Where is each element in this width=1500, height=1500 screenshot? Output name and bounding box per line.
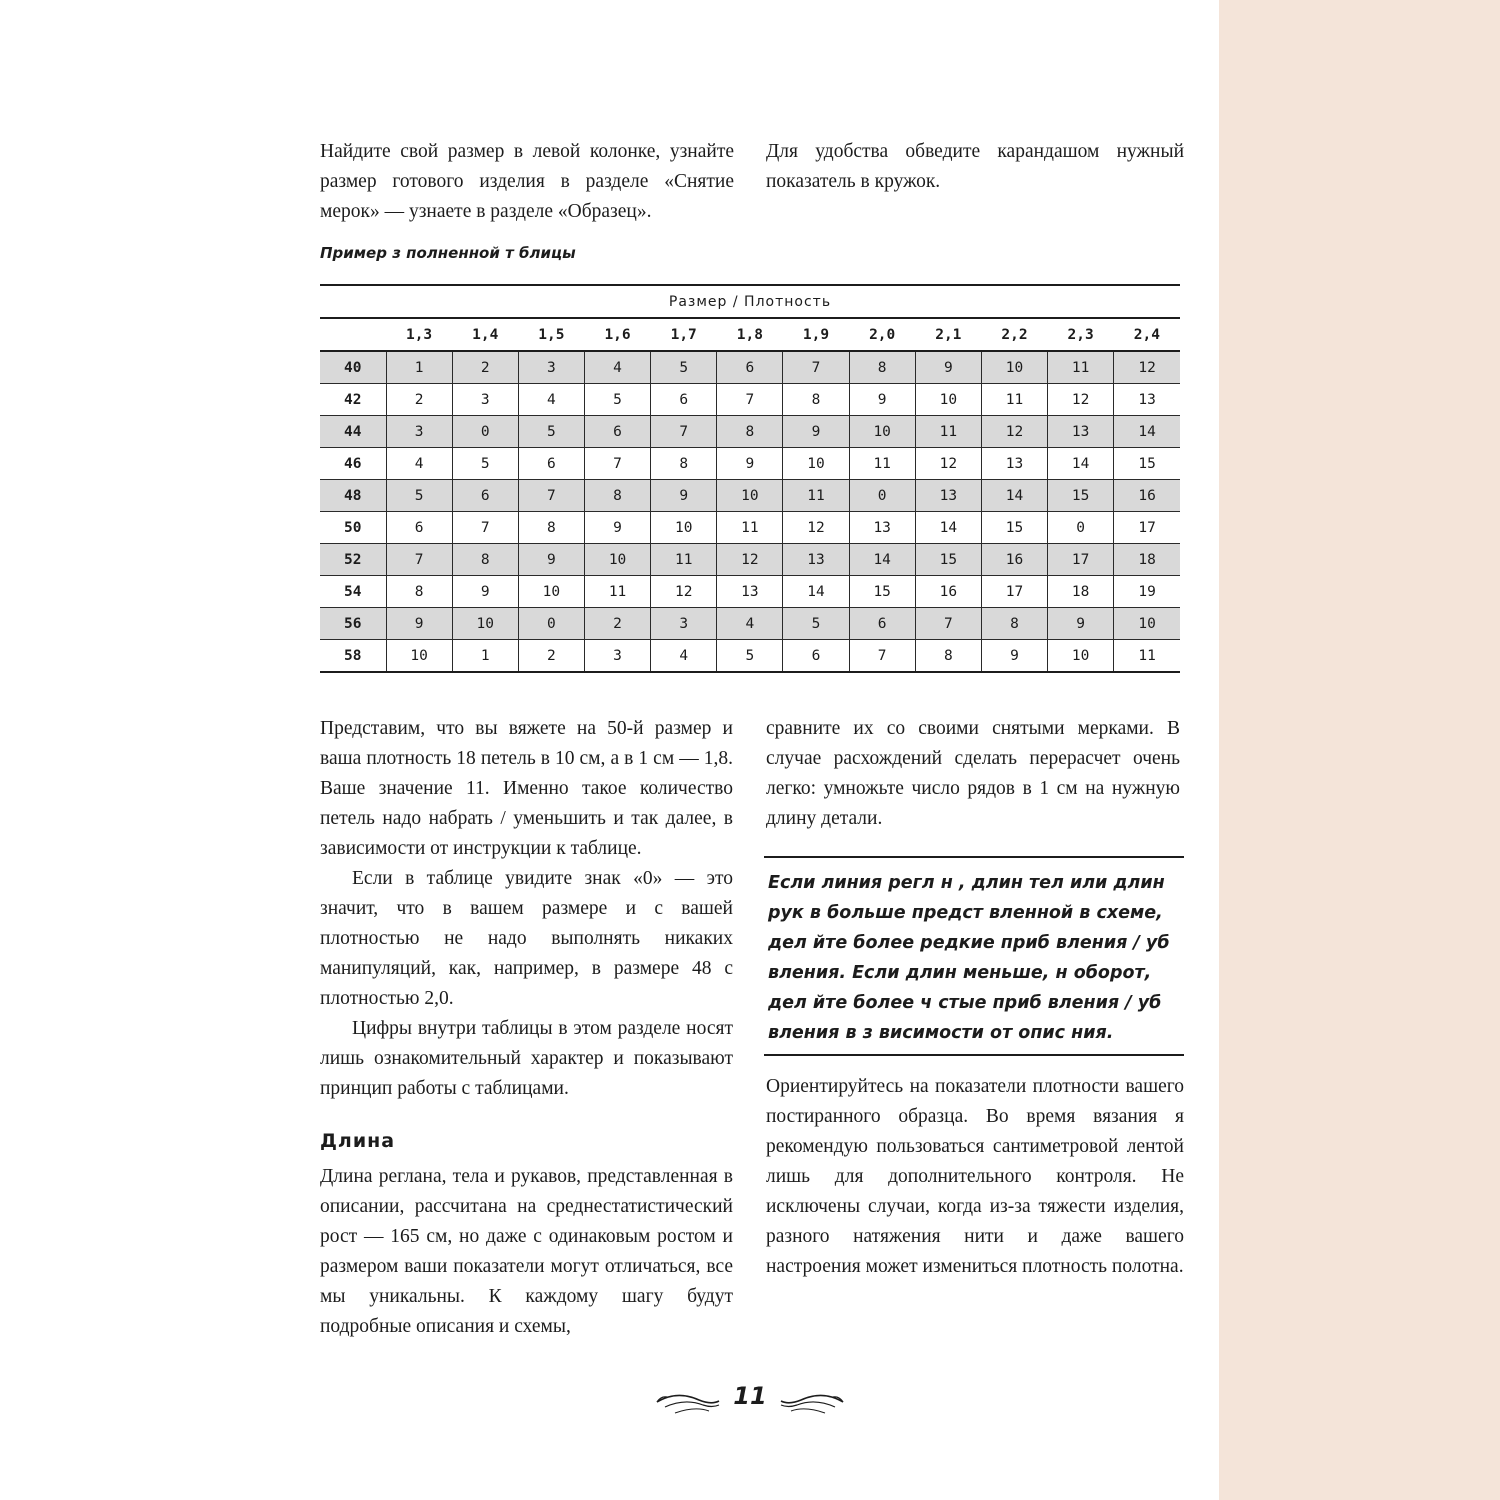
table-cell: 6 bbox=[518, 448, 584, 480]
row-size-label: 44 bbox=[320, 416, 386, 448]
table-cell: 11 bbox=[981, 384, 1047, 416]
table-cell: 11 bbox=[849, 448, 915, 480]
table-cell: 14 bbox=[981, 480, 1047, 512]
table-cell: 0 bbox=[849, 480, 915, 512]
table-cell: 10 bbox=[1048, 640, 1114, 673]
table-cell: 11 bbox=[1048, 351, 1114, 384]
table-cell: 16 bbox=[1114, 480, 1180, 512]
table-cell: 12 bbox=[981, 416, 1047, 448]
table-cell: 10 bbox=[981, 351, 1047, 384]
table-cell: 9 bbox=[651, 480, 717, 512]
right-paragraph-2: Ориентируйтесь на показатели плотности вашего постиранного образца. Во время вязания я рекомендую пользоваться сантиметровой лентой лишь для дополнительного контроля. Не исключены случаи, когда из-за тяжести изделия, разного натяжения нити и даже вашего настроения может измениться плотность полотна. bbox=[766, 1076, 1184, 1277]
table-cell: 15 bbox=[915, 544, 981, 576]
table-cell: 14 bbox=[915, 512, 981, 544]
page-edge-band bbox=[1219, 0, 1500, 1500]
table-cell: 13 bbox=[717, 576, 783, 608]
table-cell: 11 bbox=[717, 512, 783, 544]
table-cell: 5 bbox=[386, 480, 452, 512]
column-header: 1,9 bbox=[783, 318, 849, 351]
table-cell: 11 bbox=[915, 416, 981, 448]
table-cell: 6 bbox=[584, 416, 650, 448]
row-size-label: 54 bbox=[320, 576, 386, 608]
table-cell: 9 bbox=[452, 576, 518, 608]
table-cell: 3 bbox=[386, 416, 452, 448]
table-cell: 10 bbox=[651, 512, 717, 544]
table-cell: 13 bbox=[1048, 416, 1114, 448]
table-cell: 15 bbox=[1114, 448, 1180, 480]
table-cell: 8 bbox=[981, 608, 1047, 640]
table-caption: Пример з полненной т блицы bbox=[320, 244, 576, 262]
table-cell: 11 bbox=[651, 544, 717, 576]
table-cell: 11 bbox=[783, 480, 849, 512]
column-header: 2,2 bbox=[981, 318, 1047, 351]
table-cell: 5 bbox=[452, 448, 518, 480]
table-cell: 12 bbox=[717, 544, 783, 576]
table-cell: 6 bbox=[452, 480, 518, 512]
right-flourish-icon bbox=[779, 1388, 845, 1418]
table-cell: 16 bbox=[915, 576, 981, 608]
table-cell: 7 bbox=[518, 480, 584, 512]
table-cell: 10 bbox=[849, 416, 915, 448]
row-size-label: 46 bbox=[320, 448, 386, 480]
table-cell: 7 bbox=[915, 608, 981, 640]
table-header-row bbox=[320, 318, 1180, 351]
section-heading-length: Длина bbox=[320, 1130, 396, 1152]
table-cell: 2 bbox=[386, 384, 452, 416]
table-cell: 9 bbox=[717, 448, 783, 480]
table-cell: 10 bbox=[915, 384, 981, 416]
table-cell: 13 bbox=[783, 544, 849, 576]
table-cell: 19 bbox=[1114, 576, 1180, 608]
table-cell: 4 bbox=[584, 351, 650, 384]
table-cell: 8 bbox=[386, 576, 452, 608]
table-cell: 10 bbox=[452, 608, 518, 640]
table-cell: 5 bbox=[783, 608, 849, 640]
column-header: 2,0 bbox=[849, 318, 915, 351]
left-paragraph-2: Если в таблице увидите знак «0» — это значит, что в вашем размере и с вашей плотностью не надо выполнять никаких манипуляций, как, например, в размере 48 с плотностью 2,0. bbox=[320, 868, 733, 1009]
table-cell: 8 bbox=[584, 480, 650, 512]
table-cell: 8 bbox=[849, 351, 915, 384]
table-cell: 14 bbox=[1114, 416, 1180, 448]
table-cell: 4 bbox=[651, 640, 717, 673]
table-cell: 2 bbox=[452, 351, 518, 384]
table-cell: 5 bbox=[717, 640, 783, 673]
table-cell: 18 bbox=[1114, 544, 1180, 576]
table-cell: 4 bbox=[386, 448, 452, 480]
table-cell: 9 bbox=[518, 544, 584, 576]
table-cell: 11 bbox=[1114, 640, 1180, 673]
table-cell: 3 bbox=[518, 351, 584, 384]
table-cell: 14 bbox=[783, 576, 849, 608]
table-cell: 12 bbox=[783, 512, 849, 544]
page-number: 11 bbox=[733, 1382, 767, 1410]
table-row bbox=[320, 448, 1180, 480]
table-cell: 6 bbox=[386, 512, 452, 544]
table-cell: 9 bbox=[915, 351, 981, 384]
column-header: 2,1 bbox=[915, 318, 981, 351]
table-cell: 9 bbox=[981, 640, 1047, 673]
table-row bbox=[320, 640, 1180, 673]
table-cell: 9 bbox=[783, 416, 849, 448]
column-header: 1,3 bbox=[386, 318, 452, 351]
table-cell: 12 bbox=[1114, 351, 1180, 384]
table-cell: 10 bbox=[518, 576, 584, 608]
row-size-label: 58 bbox=[320, 640, 386, 673]
table-cell: 12 bbox=[915, 448, 981, 480]
table-cell: 8 bbox=[915, 640, 981, 673]
row-size-label: 56 bbox=[320, 608, 386, 640]
tip-box bbox=[764, 856, 1184, 1056]
table-row bbox=[320, 384, 1180, 416]
table-cell: 5 bbox=[651, 351, 717, 384]
intro-left-paragraph: Найдите свой размер в левой колонке, узнайте размер готового изделия в разделе «Снятие мерок» — узнаете в разделе «Образец». bbox=[320, 141, 734, 222]
left-paragraph-3: Цифры внутри таблицы в этом разделе носят лишь ознакомительный характер и показывают принцип работы с таблицами. bbox=[320, 1018, 733, 1099]
left-paragraph-1: Представим, что вы вяжете на 50-й размер и ваша плотность 18 петель в 10 см, а в 1 см — 1,8. Ваше значение 11. Именно такое количество петель надо набрать / уменьшить и так далее, в зависимости от инструкции к таблице. bbox=[320, 718, 733, 859]
table-cell: 6 bbox=[849, 608, 915, 640]
column-header: 1,8 bbox=[717, 318, 783, 351]
column-header: 2,3 bbox=[1048, 318, 1114, 351]
table-cell: 10 bbox=[584, 544, 650, 576]
table-cell: 2 bbox=[518, 640, 584, 673]
table-cell: 4 bbox=[518, 384, 584, 416]
row-size-label: 50 bbox=[320, 512, 386, 544]
table-cell: 10 bbox=[1114, 608, 1180, 640]
table-cell: 7 bbox=[849, 640, 915, 673]
table-cell: 7 bbox=[717, 384, 783, 416]
table-cell: 0 bbox=[518, 608, 584, 640]
left-flourish-icon bbox=[655, 1388, 721, 1418]
table-cell: 13 bbox=[981, 448, 1047, 480]
table-cell: 8 bbox=[518, 512, 584, 544]
table-cell: 13 bbox=[1114, 384, 1180, 416]
table-cell: 6 bbox=[717, 351, 783, 384]
row-size-label: 42 bbox=[320, 384, 386, 416]
table-cell: 17 bbox=[1114, 512, 1180, 544]
table-cell: 12 bbox=[1048, 384, 1114, 416]
table-cell: 1 bbox=[452, 640, 518, 673]
table-cell: 3 bbox=[584, 640, 650, 673]
table-cell: 3 bbox=[452, 384, 518, 416]
table-cell: 5 bbox=[584, 384, 650, 416]
row-size-label: 52 bbox=[320, 544, 386, 576]
table-cell: 3 bbox=[651, 608, 717, 640]
column-header: 1,4 bbox=[452, 318, 518, 351]
table-cell: 12 bbox=[651, 576, 717, 608]
table-cell: 7 bbox=[584, 448, 650, 480]
table-row bbox=[320, 416, 1180, 448]
table-row bbox=[320, 576, 1180, 608]
table-cell: 9 bbox=[1048, 608, 1114, 640]
table-cell: 17 bbox=[981, 576, 1047, 608]
table-cell: 8 bbox=[651, 448, 717, 480]
table-cell: 6 bbox=[783, 640, 849, 673]
table-cell: 8 bbox=[452, 544, 518, 576]
table-row bbox=[320, 512, 1180, 544]
table-cell: 14 bbox=[849, 544, 915, 576]
column-header: 1,5 bbox=[518, 318, 584, 351]
table-row bbox=[320, 351, 1180, 384]
table-cell: 15 bbox=[981, 512, 1047, 544]
row-size-label: 48 bbox=[320, 480, 386, 512]
book-page bbox=[320, 0, 1186, 1500]
table-cell: 7 bbox=[651, 416, 717, 448]
table-title: Размер / Плотность bbox=[320, 285, 1180, 318]
table-cell: 8 bbox=[783, 384, 849, 416]
column-header bbox=[320, 318, 386, 351]
table-cell: 9 bbox=[849, 384, 915, 416]
table-cell: 10 bbox=[783, 448, 849, 480]
table-cell: 13 bbox=[849, 512, 915, 544]
table-cell: 9 bbox=[584, 512, 650, 544]
table-body bbox=[320, 351, 1180, 672]
column-header: 2,4 bbox=[1114, 318, 1180, 351]
table-cell: 15 bbox=[849, 576, 915, 608]
table-cell: 0 bbox=[452, 416, 518, 448]
table-cell: 13 bbox=[915, 480, 981, 512]
intro-right-paragraph: Для удобства обведите карандашом нужный показатель в кружок. bbox=[766, 141, 1184, 192]
table-cell: 8 bbox=[717, 416, 783, 448]
table-cell: 6 bbox=[651, 384, 717, 416]
size-density-table bbox=[320, 284, 1180, 673]
table-title-row bbox=[320, 285, 1180, 318]
table-cell: 14 bbox=[1048, 448, 1114, 480]
table-cell: 9 bbox=[386, 608, 452, 640]
tip-text: Если линия регл н , длин тел или длин рук в больше предст вленной в схеме, дел йте более редкие приб вления / уб вления. Если длин меньше, н оборот, дел йте более ч стые приб вления / уб вления в з висимости от опис ния. bbox=[768, 873, 1170, 1043]
table-row bbox=[320, 480, 1180, 512]
page-footer bbox=[655, 1382, 845, 1426]
table-cell: 10 bbox=[386, 640, 452, 673]
table-cell: 7 bbox=[452, 512, 518, 544]
table-row bbox=[320, 544, 1180, 576]
table-cell: 10 bbox=[717, 480, 783, 512]
table-cell: 16 bbox=[981, 544, 1047, 576]
table-cell: 7 bbox=[386, 544, 452, 576]
table-row bbox=[320, 608, 1180, 640]
column-header: 1,6 bbox=[584, 318, 650, 351]
left-paragraph-4: Длина реглана, тела и рукавов, представленная в описании, рассчитана на среднестатистический рост — 165 см, но даже с одинаковым ростом и размером ваши показатели могут отличаться, все мы уникальны. К каждому шагу будут подробные описания и схемы, bbox=[320, 1166, 733, 1337]
table-cell: 7 bbox=[783, 351, 849, 384]
table-cell: 1 bbox=[386, 351, 452, 384]
table-cell: 4 bbox=[717, 608, 783, 640]
row-size-label: 40 bbox=[320, 351, 386, 384]
table-cell: 15 bbox=[1048, 480, 1114, 512]
column-header: 1,7 bbox=[651, 318, 717, 351]
right-paragraph-1: сравните их со своими снятыми мерками. В случае расхождений сделать перерасчет очень легко: умножьте число рядов в 1 см на нужную длину детали. bbox=[766, 718, 1180, 829]
table-cell: 0 bbox=[1048, 512, 1114, 544]
table-cell: 11 bbox=[584, 576, 650, 608]
table-cell: 5 bbox=[518, 416, 584, 448]
table-cell: 17 bbox=[1048, 544, 1114, 576]
table-cell: 18 bbox=[1048, 576, 1114, 608]
table-cell: 2 bbox=[584, 608, 650, 640]
